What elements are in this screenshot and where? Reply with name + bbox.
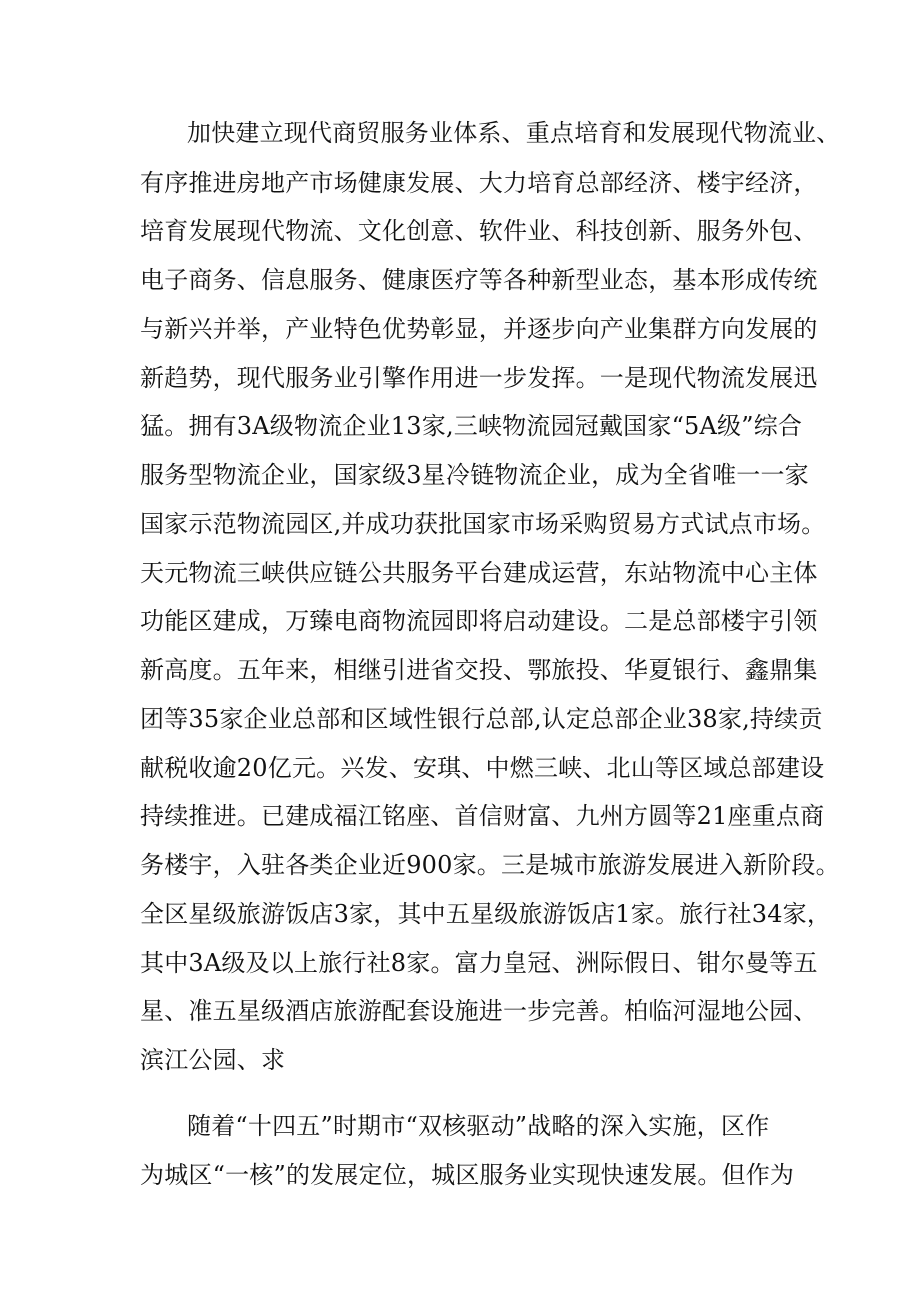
paragraph-1-line-20: 滨江公园、求: [140, 1046, 286, 1074]
paragraph-1-line-12: 新高度。五年来，相继引进省交投、鄂旅投、华夏银行、鑫鼎集: [140, 656, 818, 684]
paragraph-1-line-16: 务楼宇，入驻各类企业近900家。三是城市旅游发展进入新阶段。: [140, 851, 840, 879]
paragraph-1-line-3: 培育发展现代物流、文化创意、软件业、科技创新、服务外包、: [140, 217, 818, 245]
paragraph-1-line-11: 功能区建成，万臻电商物流园即将启动建设。二是总部楼宇引领: [140, 607, 818, 635]
paragraph-1-line-1: 加快建立现代商贸服务业体系、重点培育和发展现代物流业、: [187, 119, 841, 147]
paragraph-1-line-15: 持续推进。已建成福江铭座、首信财富、九州方圆等21座重点商: [140, 802, 825, 830]
paragraph-1-line-8: 服务型物流企业，国家级3星冷链物流企业，成为全省唯一一家: [140, 461, 809, 489]
paragraph-1-line-18: 其中3A级及以上旅行社8家。富力皇冠、洲际假日、钳尔曼等五: [140, 949, 818, 977]
paragraph-1-line-7: 猛。拥有3A级物流企业13家,三峡物流园冠戴国家“5A级”综合: [140, 412, 803, 440]
paragraph-1-line-17: 全区星级旅游饭店3家，其中五星级旅游饭店1家。旅行社34家，: [140, 900, 832, 928]
paragraph-1-line-4: 电子商务、信息服务、健康医疗等各种新型业态，基本形成传统: [140, 266, 818, 294]
paragraph-1-line-10: 天元物流三峡供应链公共服务平台建成运营，东站物流中心主体: [140, 559, 818, 587]
paragraph-1-line-5: 与新兴并举，产业特色优势彰显，并逐步向产业集群方向发展的: [140, 315, 818, 343]
paragraph-1-line-19: 星、准五星级酒店旅游配套设施进一步完善。柏临河湿地公园、: [140, 997, 818, 1025]
paragraph-2-line-1: 随着“十四五”时期市“双核驱动”战略的深入实施，区作: [187, 1112, 770, 1140]
paragraph-1-line-13: 团等35家企业总部和区域性银行总部,认定总部企业38家,持续贡: [140, 705, 823, 733]
paragraph-1-line-9: 国家示范物流园区,并成功获批国家市场采购贸易方式试点市场。: [140, 510, 826, 538]
paragraph-1-line-6: 新趋势，现代服务业引擎作用进一步发挥。一是现代物流发展迅: [140, 364, 818, 392]
paragraph-2-line-2: 为城区“一核”的发展定位，城区服务业实现快速发展。但作为: [140, 1161, 795, 1189]
paragraph-1-line-2: 有序推进房地产市场健康发展、大力培育总部经济、楼宇经济，: [140, 169, 818, 197]
paragraph-1-line-14: 献税收逾20亿元。兴发、安琪、中燃三峡、北山等区域总部建设: [140, 754, 825, 782]
